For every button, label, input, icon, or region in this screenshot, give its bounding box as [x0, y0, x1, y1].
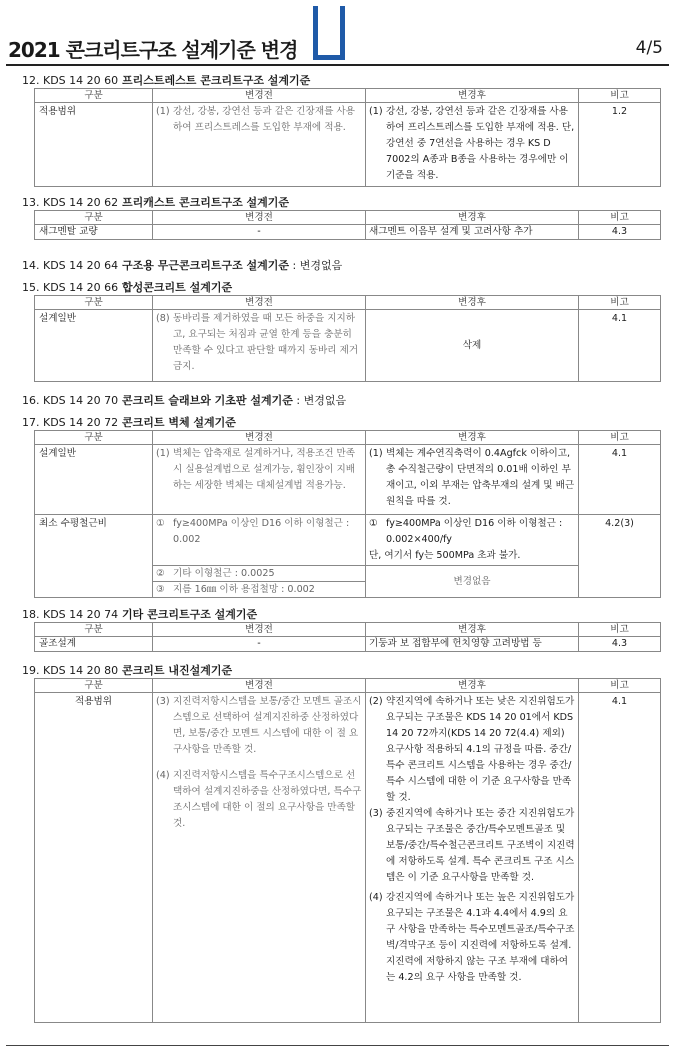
row-category: 설계일반	[35, 310, 153, 382]
footer-rule	[6, 1045, 669, 1046]
after-cell: (1) 강선, 강봉, 강연선 등과 같은 긴장재를 사용하여 프리스트레스를 도입한 부재에 적용. 단, 강연선 중 7연선을 사용하는 경우 KS D 7002의 A종과 B종을 사용하는 경우에만 이 기준을 적용.	[366, 103, 579, 187]
row-note: 4.3	[579, 637, 661, 652]
section-19-title: 19. KDS 14 20 80 콘크리트 내진설계기준	[22, 664, 233, 677]
after-cell: ① fy≥400MPa 이상인 D16 이하 이형철근 : 0.002×400/fy 단, 여기서 fy는 500MPa 초과 불가.	[366, 515, 579, 566]
after-text: 약진지역에 속하거나 또는 낮은 지진위험도가 요구되는 구조물은 KDS 14 20 01에서 KDS 14 20 72까지(KDS 14 20 72(4.4) 제외) 요구사항 적용하되 4.1의 규정을 따름. 중간/특수 콘크리트 시스템을 사용하는 경우 중간/특수 시스템에 대한 이 기준 요구사항을 만족할 것.	[386, 696, 575, 803]
col-gubun: 구분	[35, 89, 153, 103]
section-14-title: 14. KDS 14 20 64 구조용 무근콘크리트구조 설계기준 : 변경없음	[22, 259, 343, 272]
col-before: 변경전	[153, 89, 366, 103]
row-category: 최소 수평철근비	[35, 515, 153, 598]
before-cell: (1) 강선, 강봉, 강연선 등과 같은 긴장재를 사용하여 프리스트레스를 도입한 부재에 적용.	[153, 103, 366, 187]
after-cell: (2) 약진지역에 속하거나 또는 낮은 지진위험도가 요구되는 구조물은 KDS 14 20 01에서 KDS 14 20 72까지(KDS 14 20 72(4.4) 제외) 요구사항 적용하되 4.1의 규정을 따름. 중간/특수 콘크리트 시스템을 사용하는 경우 중간/특수 시스템에 대한 이 기준 요구사항을 만족할 것. (3) 중진지역에 속하거나 또는 중간 지진위험도가 요구되는 구조물은 중간/특수모멘트골조 및 보통/중간/특수철근콘크리트 구조벽이 지진력에 저항하도록 설계. 특수 콘크리트 구조 시스템은 이 기준 요구사항을 만족할 것. (4) 강진지역에 속하거나 또는 높은 지진위험도가 요구되는 구조물은 4.1과 4.4에서 4.9의 요구 사항을 만족하는 특수모멘트골조/특수구조벽/격막구조 등이 지진력에 저항하도록 설계. 지진력에 저항하지 않는 구조 부재에 대하여는 4.2의 요구 사항을 만족할 것.	[366, 693, 579, 1023]
before-text: 벽체는 압축재로 설계하거나, 적용조건 만족시 실용설계법으로 설계가능, 휨인장이 지배하는 세장한 벽체는 대체설계법 적용가능.	[173, 448, 356, 491]
before-text: fy≥400MPa 이상인 D16 이하 이형철근 : 0.002	[173, 518, 350, 545]
after-text: fy≥400MPa 이상인 D16 이하 이형철근 : 0.002×400/fy	[386, 518, 563, 545]
before-text: 지진력저항시스템을 특수구조시스템으로 선택하여 설계지진하중을 산정하였다면, 특수구조시스템에 대한 이 절의 요구사항을 만족할 것.	[173, 770, 362, 829]
section-16-title: 16. KDS 14 20 70 콘크리트 슬래브와 기초판 설계기준 : 변경없음	[22, 394, 347, 407]
table-row	[35, 637, 661, 652]
row-category: 적용범위	[35, 693, 153, 1023]
before-cell: -	[153, 637, 366, 652]
before-cell: ③ 지름 16㎜ 이하 용접철망 : 0.002	[153, 582, 366, 598]
before-cell: (3) 지진력저항시스템을 보통/중간 모멘트 골조시스템으로 선택하여 설계지진하중 산정하였다면, 보통/중간 모멘트 시스템에 대한 이 절 요구사항을 만족할 것. (4) 지진력저항시스템을 특수구조시스템으로 선택하여 설계지진하중을 산정하였다면, 특수구조시스템에 대한 이 절의 요구사항을 만족할 것.	[153, 693, 366, 1023]
section-12-title: 12. KDS 14 20 60 프리스트레스트 콘크리트구조 설계기준	[22, 74, 311, 87]
table-header-row: 구분 변경전 변경후 비고	[35, 679, 661, 693]
table-row	[35, 515, 661, 566]
table-row	[35, 310, 661, 382]
section-17-table	[34, 430, 661, 598]
document-title: 2021 콘크리트구조 설계기준 변경	[8, 38, 298, 62]
before-text: 기타 이형철근 : 0.0025	[173, 568, 275, 579]
row-note: 4.3	[579, 225, 661, 240]
before-text: 지름 16㎜ 이하 용접철망 : 0.002	[173, 584, 315, 595]
section-17-title: 17. KDS 14 20 72 콘크리트 벽체 설계기준	[22, 416, 236, 429]
after-text-note: 단, 여기서 fy는 500MPa 초과 불가.	[369, 550, 521, 561]
row-note: 4.1	[579, 310, 661, 382]
section-15-title: 15. KDS 14 20 66 합성콘크리트 설계기준	[22, 281, 233, 294]
after-cell: 새그멘트 이음부 설계 및 고려사항 추가	[366, 225, 579, 240]
row-category: 설계일반	[35, 445, 153, 515]
row-note: 4.1	[579, 693, 661, 1023]
before-text: 강선, 강봉, 강연선 등과 같은 긴장재를 사용하여 프리스트레스를 도입한 부재에 적용.	[173, 106, 355, 133]
after-text: 강선, 강봉, 강연선 등과 같은 긴장재를 사용하여 프리스트레스를 도입한 부재에 적용. 단, 강연선 중 7연선을 사용하는 경우 KS D 7002의 A종과 B종을 사용하는 경우에만 이 기준을 적용.	[386, 106, 575, 181]
header-logo-mark	[313, 6, 345, 60]
row-note: 4.1	[579, 445, 661, 515]
before-cell: -	[153, 225, 366, 240]
section-13-table	[34, 210, 661, 240]
table-row	[35, 693, 661, 1023]
col-note: 비고	[579, 89, 661, 103]
page-number: 4/5	[635, 38, 663, 58]
row-note: 4.2(3)	[579, 515, 661, 598]
table-row	[35, 225, 661, 240]
before-cell: (1) 벽체는 압축재로 설계하거나, 적용조건 만족시 실용설계법으로 설계가능, 휨인장이 지배하는 세장한 벽체는 대체설계법 적용가능.	[153, 445, 366, 515]
section-12-table	[34, 88, 661, 187]
after-cell: (1) 벽체는 계수연직축력이 0.4Agfck 이하이고, 총 수직철근량이 단면적의 0.01배 이하인 부재이고, 이외 부재는 압축부재의 설계 및 배근 원칙을 따를 것.	[366, 445, 579, 515]
before-text: 동바리를 제거하였을 때 모든 하중을 지지하고, 요구되는 처짐과 균열 한계 등을 충분히 만족할 수 있다고 판단할 때까지 동바리 제거금지.	[173, 313, 359, 372]
row-category: 적용범위	[35, 103, 153, 187]
section-15-table	[34, 295, 661, 382]
table-header-row	[35, 89, 661, 103]
after-cell: 삭제	[366, 310, 579, 382]
section-18-table	[34, 622, 661, 652]
after-text: 강진지역에 속하거나 또는 높은 지진위험도가 요구되는 구조물은 4.1과 4.4에서 4.9의 요구 사항을 만족하는 특수모멘트골조/특수구조벽/격막구조 등이 지진력에 저항하도록 설계. 지진력에 저항하지 않는 구조 부재에 대하여는 4.2의 요구 사항을 만족할 것.	[386, 892, 575, 983]
table-header-row: 구분 변경전 변경후 비고	[35, 431, 661, 445]
page-header	[0, 0, 675, 70]
section-13-title: 13. KDS 14 20 62 프리캐스트 콘크리트구조 설계기준	[22, 196, 290, 209]
table-header-row: 구분 변경전 변경후 비고	[35, 296, 661, 310]
before-text: 지진력저항시스템을 보통/중간 모멘트 골조시스템으로 선택하여 설계지진하중 산정하였다면, 보통/중간 모멘트 시스템에 대한 이 절 요구사항을 만족할 것.	[173, 696, 362, 755]
row-category: 새그멘탈 교량	[35, 225, 153, 240]
after-text: 중진지역에 속하거나 또는 중간 지진위험도가 요구되는 구조물은 중간/특수모멘트골조 및 보통/중간/특수철근콘크리트 구조벽이 지진력에 저항하도록 설계. 특수 콘크리트 구조 시스템은 이 기준 요구사항을 만족할 것.	[386, 808, 575, 883]
before-cell: ① fy≥400MPa 이상인 D16 이하 이형철근 : 0.002	[153, 515, 366, 566]
after-text: 벽체는 계수연직축력이 0.4Agfck 이하이고, 총 수직철근량이 단면적의 0.01배 이하인 부재이고, 이외 부재는 압축부재의 설계 및 배근 원칙을 따를 것.	[386, 448, 575, 507]
table-row	[35, 445, 661, 515]
section-18-title: 18. KDS 14 20 74 기타 콘크리트구조 설계기준	[22, 608, 258, 621]
row-note: 1.2	[579, 103, 661, 187]
before-cell: (8) 동바리를 제거하였을 때 모든 하중을 지지하고, 요구되는 처짐과 균열 한계 등을 충분히 만족할 수 있다고 판단할 때까지 동바리 제거금지.	[153, 310, 366, 382]
before-cell: ② 기타 이형철근 : 0.0025	[153, 566, 366, 582]
table-header-row: 구분 변경전 변경후 비고	[35, 623, 661, 637]
after-cell: 변경없음	[366, 566, 579, 598]
table-header-row: 구분 변경전 변경후 비고	[35, 211, 661, 225]
header-rule	[6, 64, 669, 66]
table-row	[35, 103, 661, 187]
section-19-table	[34, 678, 661, 1023]
after-cell: 기둥과 보 접합부에 헌치영향 고려방법 등	[366, 637, 579, 652]
row-category: 골조설계	[35, 637, 153, 652]
col-after: 변경후	[366, 89, 579, 103]
